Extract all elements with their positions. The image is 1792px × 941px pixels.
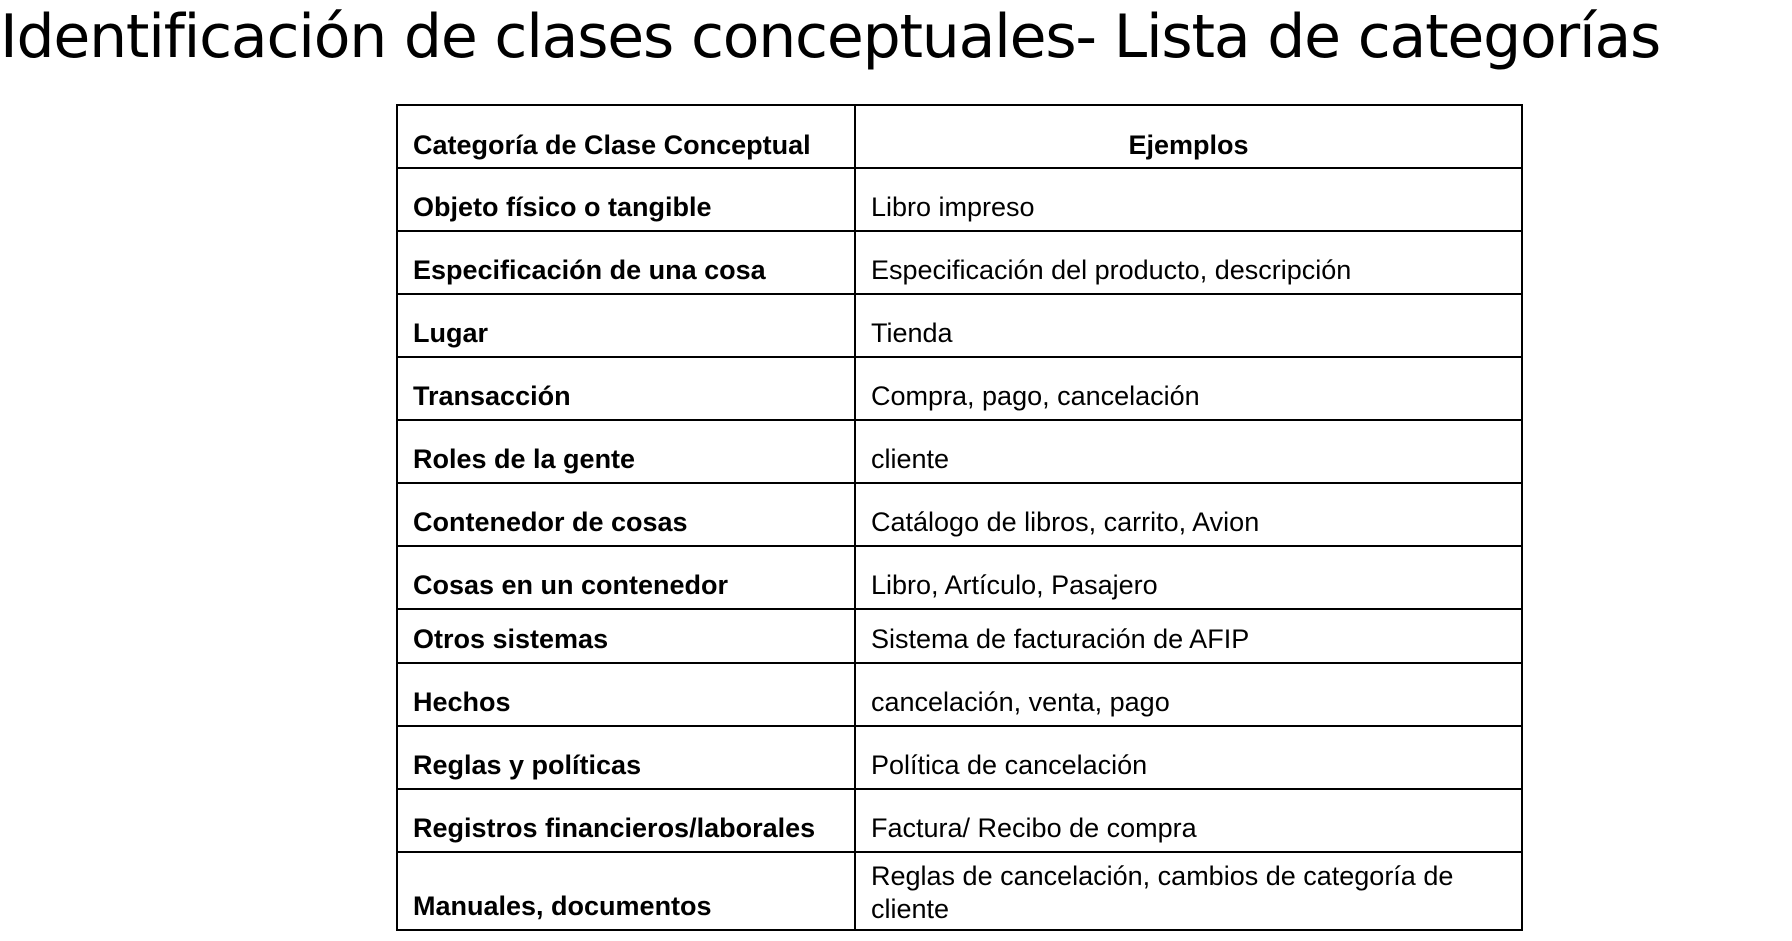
table-row [397,789,1522,852]
row-examples: cancelación, venta, pago [855,663,1522,726]
row-category: Reglas y políticas [397,726,855,789]
row-category: Especificación de una cosa [397,231,855,294]
table-row [397,663,1522,726]
row-examples: Compra, pago, cancelación [855,357,1522,420]
row-examples: Factura/ Recibo de compra [855,789,1522,852]
table-row [397,357,1522,420]
row-examples: Libro impreso [855,168,1522,231]
row-category: Manuales, documentos [397,852,855,930]
row-category: Contenedor de cosas [397,483,855,546]
row-category: Transacción [397,357,855,420]
table-row [397,726,1522,789]
header-category: Categoría de Clase Conceptual [397,105,855,168]
row-examples: Reglas de cancelación, cambios de categoría de cliente [855,852,1522,930]
table-row [397,609,1522,663]
row-category: Hechos [397,663,855,726]
table-row [397,168,1522,231]
table-row [397,546,1522,609]
row-examples: Sistema de facturación de AFIP [855,609,1522,663]
table-row [397,294,1522,357]
categories-table [396,104,1523,931]
row-category: Roles de la gente [397,420,855,483]
row-category: Objeto físico o tangible [397,168,855,231]
row-examples: Catálogo de libros, carrito, Avion [855,483,1522,546]
table-row [397,483,1522,546]
row-examples: Libro, Artículo, Pasajero [855,546,1522,609]
row-category: Otros sistemas [397,609,855,663]
row-category: Cosas en un contenedor [397,546,855,609]
row-examples: Política de cancelación [855,726,1522,789]
table-row [397,852,1522,930]
slide-title: Identificación de clases conceptuales- Lista de categorías [0,2,1661,72]
row-examples: Tienda [855,294,1522,357]
table-row [397,420,1522,483]
table-row [397,231,1522,294]
row-examples: Especificación del producto, descripción [855,231,1522,294]
row-category: Lugar [397,294,855,357]
row-examples: cliente [855,420,1522,483]
table-header-row [397,105,1522,168]
row-category: Registros financieros/laborales [397,789,855,852]
header-examples: Ejemplos [855,105,1522,168]
